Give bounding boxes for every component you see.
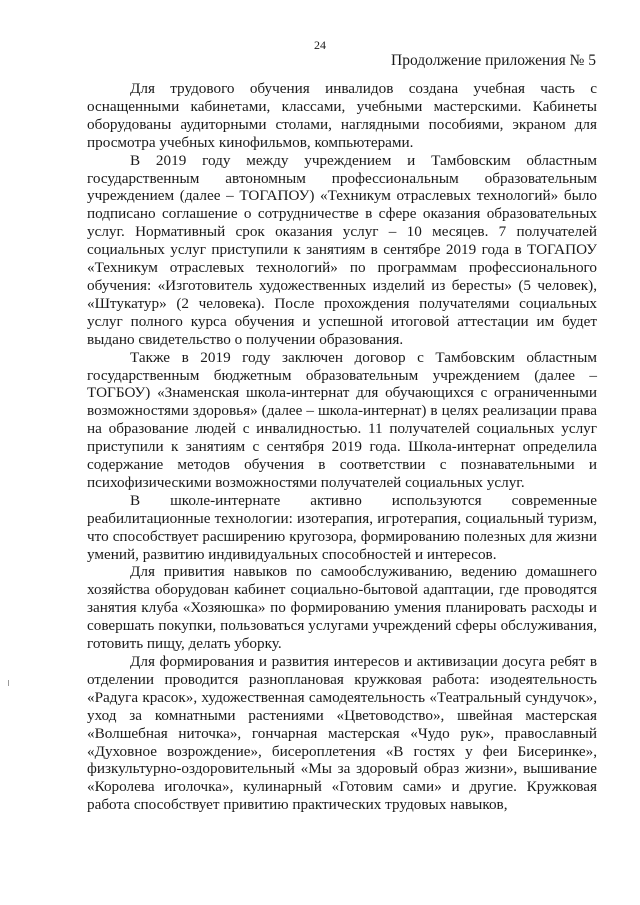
paragraph-training-unit: Для трудового обучения инвалидов создана учебная часть с оснащенными кабинетами, классами, учебными мастерскими. Кабинеты оборудованы аудиторными столами, наглядными пособиями, экраном для просмотра учебных кинофильмов, компьютерами. <box>87 80 597 151</box>
document-body <box>87 80 597 814</box>
paragraph-self-care-club: Для привития навыков по самообслуживанию, ведению домашнего хозяйства оборудован кабинет социально-бытовой адаптации, где проводятся занятия клуба «Хозяюшка» по формированию умения планировать расходы и совершать покупки, пользоваться услугами учреждений сферы обслуживания, готовить пищу, делать уборку. <box>87 563 597 653</box>
scan-margin-mark <box>8 680 9 686</box>
paragraph-rehab-technologies: В школе-интернате активно используются современные реабилитационные технологии: изотерапия, игротерапия, социальный туризм, что способствует расширению кругозора, формированию полезных для жизни умений, развитию индивидуальных способностей и интересов. <box>87 491 597 563</box>
paragraph-hobby-clubs: Для формирования и развития интересов и активизации досуга ребят в отделении проводится разноплановая кружковая работа: изодеятельность «Радуга красок», художественная самодеятельность «Театральный сундучок», уход за комнатными растениями «Цветоводство», швейная мастерская «Волшебная ниточка», гончарная мастерская «Чудо рук», православный «Духовное возрождение», бисероплетения «В гостях у феи Бисеринке», физкультурно-оздоровительный «Мы за здоровый образ жизни», вышивание «Королева иголочка», кулинарный «Готовим сами» и другие. Кружковая работа способствует привитию практических трудовых навыков, <box>87 653 597 814</box>
appendix-continuation-note: Продолжение приложения № 5 <box>391 52 596 69</box>
page-number: 24 <box>314 38 326 52</box>
paragraph-togbou-contract: Также в 2019 году заключен договор с Тамбовским областным государственным бюджетным образовательным учреждением (далее – ТОГБОУ) «Знаменская школа-интернат для обучающихся с ограниченными возможностями здоровья» (далее – школа-интернат) в целях реализации права на образование людей с инвалидностью. 11 получателей социальных услуг приступили к занятиям с сентября 2019 года. Школа-интернат определила содержание методов обучения в соответствии с познавательными и психофизическими возможностями получателей социальных услуг. <box>87 348 597 491</box>
paragraph-togapou-agreement: В 2019 году между учреждением и Тамбовским областным государственным автономным профессиональным образовательным учреждением (далее – ТОГАПОУ) «Техникум отраслевых технологий» было подписано соглашение о сотрудничестве в сфере оказания образовательных услуг. Нормативный срок оказания услуг – 10 месяцев. 7 получателей социальных услуг приступили к занятиям в сентябре 2019 года в ТОГАПОУ «Техникум отраслевых технологий» по программам профессионального обучения: «Изготовитель художественных изделий из бересты» (5 человек), «Штукатур» (2 человека). После прохождения получателями социальных услуг полного курса обучения и успешной итоговой аттестации им будет выдано свидетельство о получении образования. <box>87 151 597 348</box>
